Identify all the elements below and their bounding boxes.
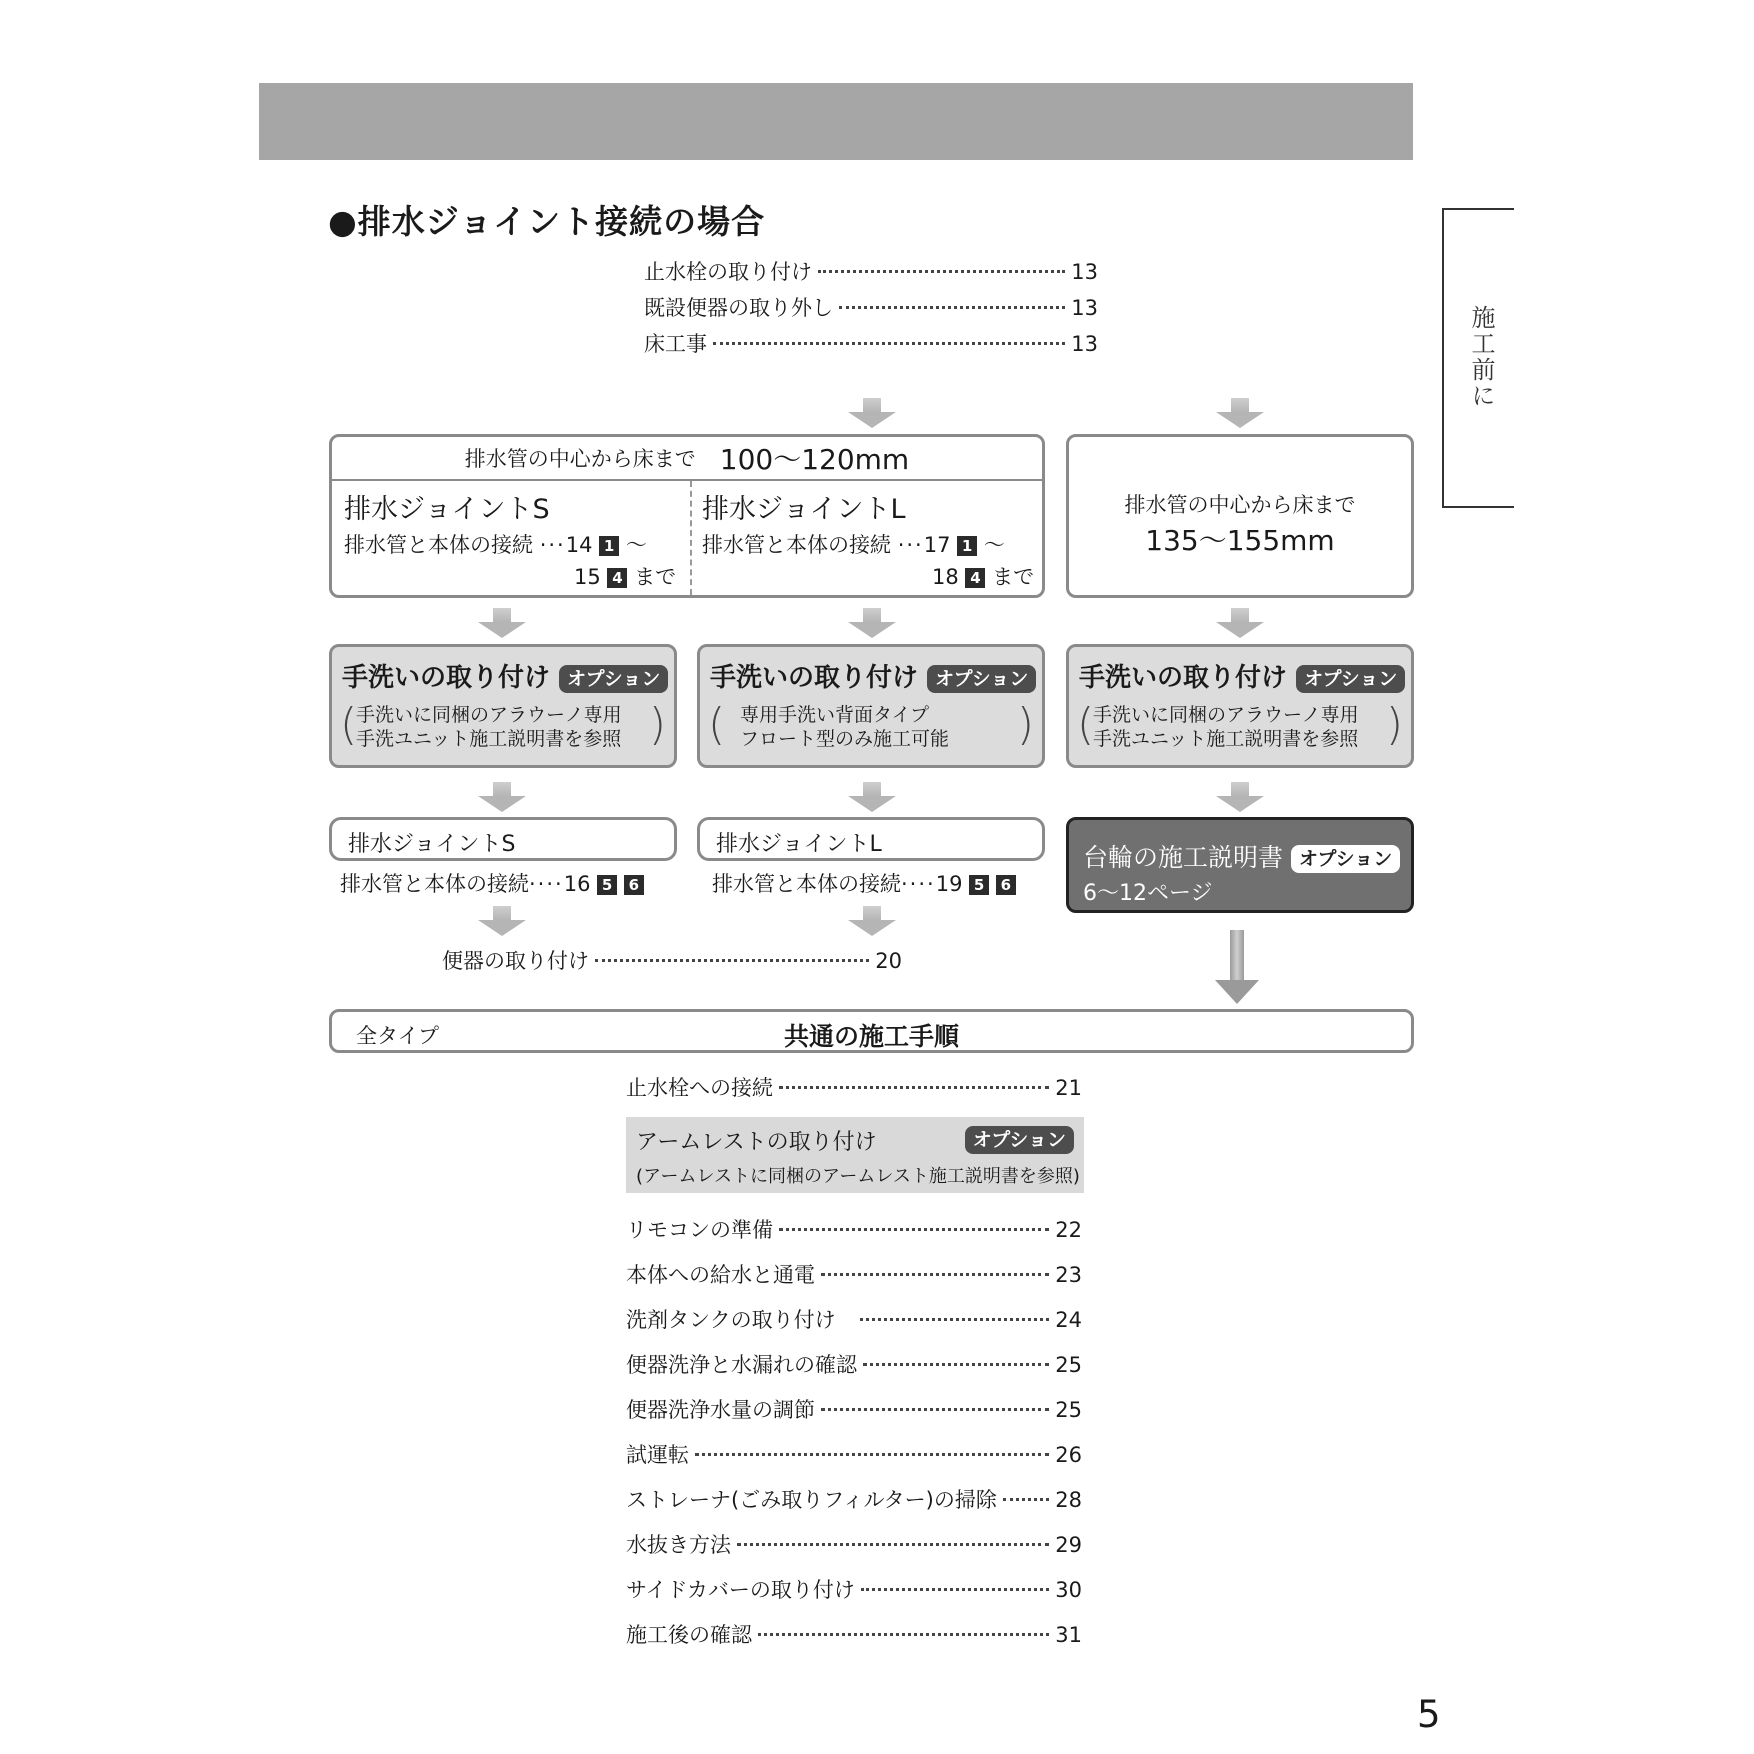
side-tab[interactable]: [1442, 208, 1514, 508]
toc-item[interactable]: 試運転 26: [626, 1443, 1082, 1467]
joint-s-connection[interactable]: 排水管と本体の接続····16 5 6: [340, 868, 644, 898]
option-badge: オプション: [965, 1126, 1074, 1154]
joint-l-box[interactable]: 排水ジョイントL: [697, 817, 1045, 861]
toc-item[interactable]: 洗剤タンクの取り付け 24: [626, 1308, 1082, 1332]
stand-manual-box[interactable]: 台輪の施工説明書 オプション 6〜12ページ: [1066, 817, 1414, 913]
toc-item[interactable]: 便器洗浄と水漏れの確認 25: [626, 1353, 1082, 1377]
joint-l-title: 排水ジョイントL: [702, 494, 906, 525]
toc-item[interactable]: 止水栓の取り付け 13: [644, 260, 1098, 284]
joint-l-line1[interactable]: 排水管と本体の接続 ···17 1 〜: [702, 533, 1005, 557]
common-steps-bar: 全タイプ 共通の施工手順: [329, 1009, 1414, 1053]
toc-item[interactable]: 本体への給水と通電 23: [626, 1263, 1082, 1287]
toc-item[interactable]: 施工後の確認 31: [626, 1623, 1082, 1647]
range-box-100-120: [329, 434, 1045, 598]
option-badge: オプション: [927, 665, 1036, 693]
joint-l-line2[interactable]: 18 4 まで: [932, 565, 1035, 589]
toc-item[interactable]: リモコンの準備 22: [626, 1218, 1082, 1242]
divider: [690, 481, 692, 595]
range-box-135-155: 排水管の中心から床まで 135〜155mm: [1066, 434, 1414, 598]
toc-item[interactable]: 水抜き方法 29: [626, 1533, 1082, 1557]
option-badge: オプション: [1291, 845, 1400, 873]
joint-s-title: 排水ジョイントS: [344, 494, 550, 525]
handwash-box[interactable]: 手洗いの取り付け オプション ( 専用手洗い背面タイプ フロート型のみ施工可能 ): [697, 644, 1045, 768]
page-number: 5: [1417, 1693, 1441, 1736]
side-tab-label: 施工前に: [1467, 305, 1495, 409]
option-badge: オプション: [1296, 665, 1405, 693]
header-bar: [259, 83, 1413, 160]
handwash-box[interactable]: 手洗いの取り付け オプション ( 手洗いに同梱のアラウーノ専用 手洗ユニット施工説明書を参照 ): [329, 644, 677, 768]
option-badge: オプション: [559, 665, 668, 693]
joint-l-connection[interactable]: 排水管と本体の接続····19 5 6: [712, 868, 1016, 898]
toilet-install-item[interactable]: 便器の取り付け 20: [442, 949, 902, 973]
handwash-box[interactable]: 手洗いの取り付け オプション ( 手洗いに同梱のアラウーノ専用 手洗ユニット施工説明書を参照 ): [1066, 644, 1414, 768]
toc-item[interactable]: 便器洗浄水量の調節 25: [626, 1398, 1082, 1422]
toc-item[interactable]: ストレーナ(ごみ取りフィルター)の掃除 28: [626, 1488, 1082, 1512]
joint-s-line1[interactable]: 排水管と本体の接続 ···14 1 〜: [344, 533, 647, 557]
toc-item[interactable]: 止水栓への接続 21: [626, 1076, 1082, 1100]
toc-item[interactable]: 床工事 13: [644, 332, 1098, 356]
joint-s-box[interactable]: 排水ジョイントS: [329, 817, 677, 861]
section-heading: ●排水ジョイント接続の場合: [328, 202, 766, 241]
range-header: 排水管の中心から床まで 100〜120mm: [332, 437, 1042, 481]
armrest-box[interactable]: アームレストの取り付け オプション (アームレストに同梱のアームレスト施工説明書を参照): [626, 1117, 1084, 1193]
joint-s-line2[interactable]: 15 4 まで: [574, 565, 677, 589]
toc-item[interactable]: 既設便器の取り外し 13: [644, 296, 1098, 320]
toc-item[interactable]: サイドカバーの取り付け 30: [626, 1578, 1082, 1602]
